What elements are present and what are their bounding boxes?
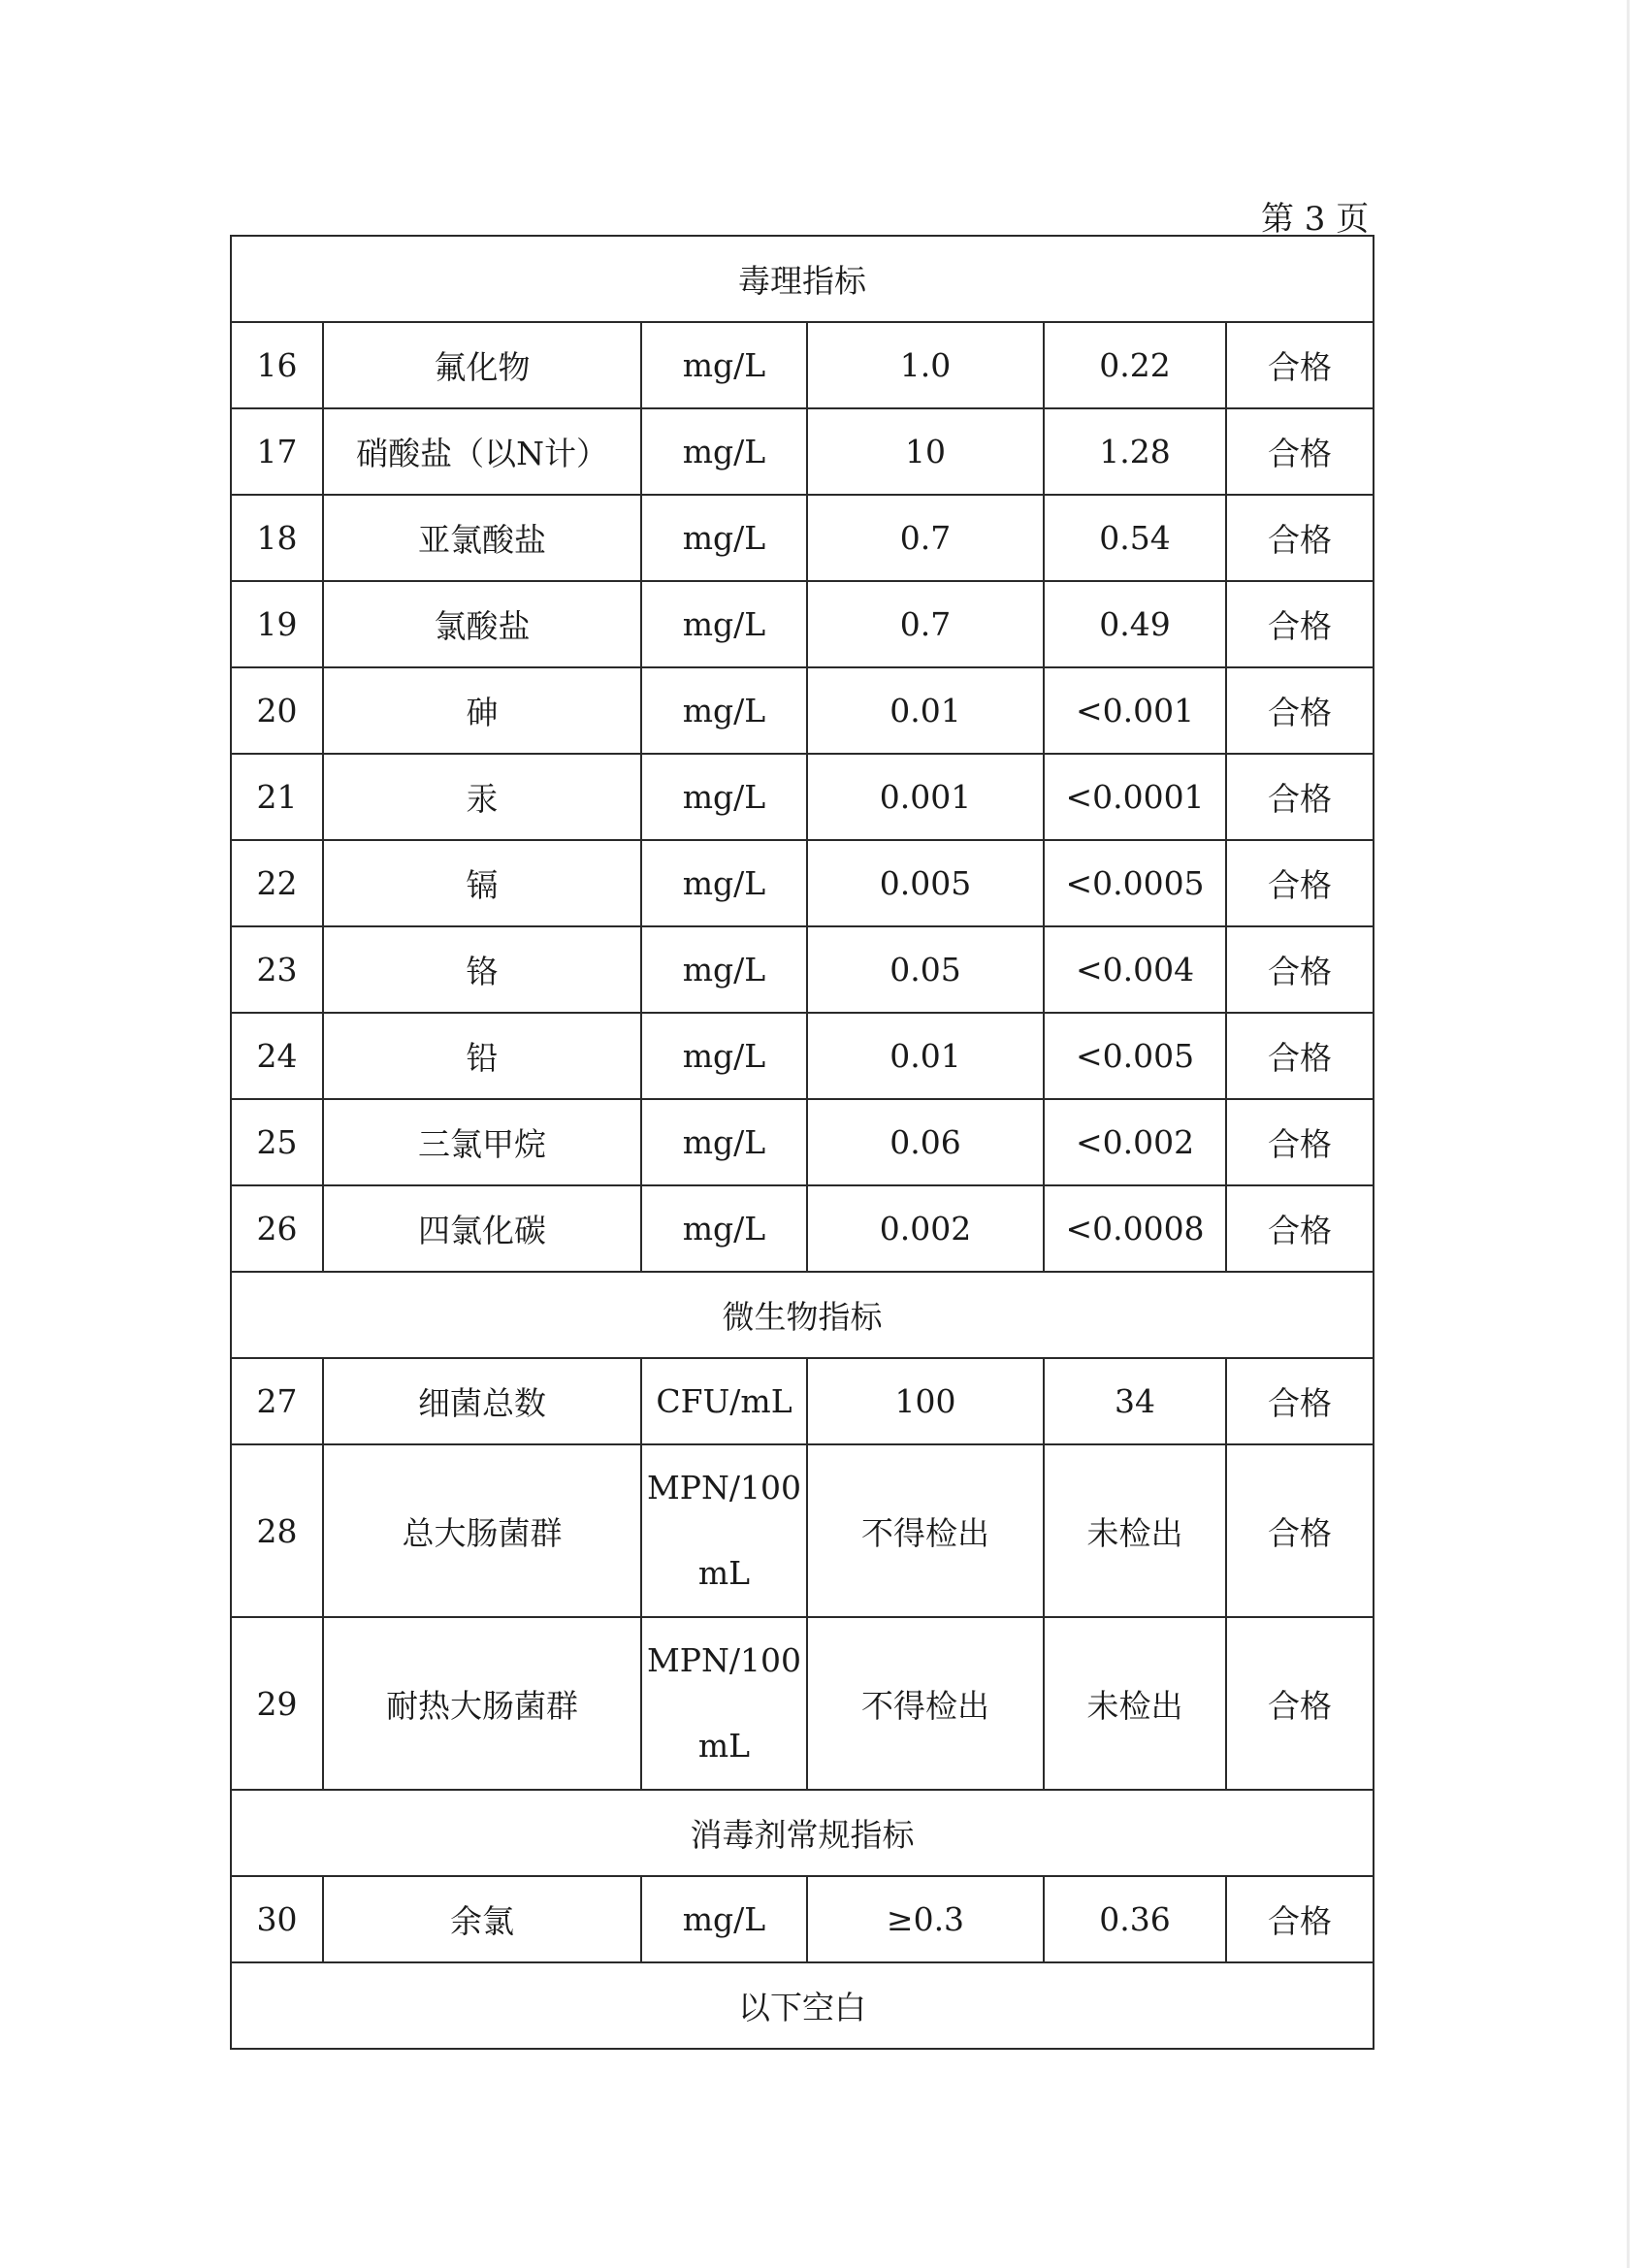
item-name: 氟化物 [323,322,641,408]
limit-value: 0.7 [807,581,1044,667]
unit: mg/L [641,322,807,408]
verdict: 合格 [1226,322,1374,408]
result-value: 1.28 [1044,408,1226,495]
result-value: 0.49 [1044,581,1226,667]
unit: mg/L [641,1099,807,1185]
unit: mg/L [641,408,807,495]
table-row [231,322,1374,408]
verdict: 合格 [1226,1876,1374,1962]
test-results-table [230,235,1374,2050]
unit: mg/L [641,754,807,840]
row-number: 22 [231,840,323,926]
table-row [231,1876,1374,1962]
unit: mg/L [641,926,807,1013]
result-value: 未检出 [1044,1444,1226,1617]
unit: mg/L [641,840,807,926]
table-row [231,754,1374,840]
row-number: 25 [231,1099,323,1185]
row-number: 18 [231,495,323,581]
result-value: <0.0001 [1044,754,1226,840]
limit-value: 0.7 [807,495,1044,581]
unit: mg/L [641,1013,807,1099]
verdict: 合格 [1226,840,1374,926]
result-value: <0.004 [1044,926,1226,1013]
item-name: 砷 [323,667,641,754]
table-row [231,667,1374,754]
verdict: 合格 [1226,754,1374,840]
row-number: 17 [231,408,323,495]
unit [641,1617,807,1790]
row-number: 23 [231,926,323,1013]
result-value: 未检出 [1044,1617,1226,1790]
unit: mg/L [641,581,807,667]
blank-below-note: 以下空白 [231,1962,1374,2049]
section-row [231,1272,1374,1358]
table-row [231,1617,1374,1790]
scan-edge [1627,0,1630,2268]
item-name: 镉 [323,840,641,926]
result-value: <0.002 [1044,1099,1226,1185]
row-number: 21 [231,754,323,840]
limit-value: 10 [807,408,1044,495]
limit-value: 0.005 [807,840,1044,926]
verdict: 合格 [1226,1099,1374,1185]
unit: mg/L [641,1185,807,1272]
unit: mg/L [641,1876,807,1962]
verdict: 合格 [1226,1617,1374,1790]
result-value: 0.36 [1044,1876,1226,1962]
section-title-disinfectant: 消毒剂常规指标 [231,1790,1374,1876]
result-value: <0.0005 [1044,840,1226,926]
limit-value: 不得检出 [807,1444,1044,1617]
section-title-microbiology: 微生物指标 [231,1272,1374,1358]
table-row [231,1185,1374,1272]
table-row [231,926,1374,1013]
table-row [231,840,1374,926]
table-row [231,1013,1374,1099]
section-title-toxicology: 毒理指标 [231,236,1374,322]
unit-line-2: mL [697,1554,751,1592]
verdict: 合格 [1226,495,1374,581]
row-number: 19 [231,581,323,667]
item-name: 三氯甲烷 [323,1099,641,1185]
item-name: 余氯 [323,1876,641,1962]
unit [641,1444,807,1617]
section-row [231,1790,1374,1876]
section-row [231,236,1374,322]
table-row [231,581,1374,667]
limit-value: 0.001 [807,754,1044,840]
limit-value: 0.002 [807,1185,1044,1272]
item-name: 铬 [323,926,641,1013]
result-value: <0.005 [1044,1013,1226,1099]
row-number: 24 [231,1013,323,1099]
table-row [231,1444,1374,1617]
unit-line-2: mL [697,1727,751,1765]
row-number: 29 [231,1617,323,1790]
item-name: 总大肠菌群 [323,1444,641,1617]
verdict: 合格 [1226,667,1374,754]
result-value: 34 [1044,1358,1226,1444]
limit-value: 0.01 [807,1013,1044,1099]
limit-value: 不得检出 [807,1617,1044,1790]
unit-line-1: MPN/100 [647,1641,801,1679]
verdict: 合格 [1226,1358,1374,1444]
unit: CFU/mL [641,1358,807,1444]
item-name: 氯酸盐 [323,581,641,667]
table-row [231,1099,1374,1185]
row-number: 28 [231,1444,323,1617]
unit: mg/L [641,667,807,754]
table-row [231,408,1374,495]
row-number: 16 [231,322,323,408]
unit: mg/L [641,495,807,581]
unit-line-1: MPN/100 [647,1469,801,1507]
result-value: 0.54 [1044,495,1226,581]
limit-value: 1.0 [807,322,1044,408]
section-row [231,1962,1374,2049]
item-name: 四氯化碳 [323,1185,641,1272]
limit-value: 0.01 [807,667,1044,754]
limit-value: 0.06 [807,1099,1044,1185]
row-number: 27 [231,1358,323,1444]
item-name: 铅 [323,1013,641,1099]
item-name: 汞 [323,754,641,840]
limit-value: 100 [807,1358,1044,1444]
row-number: 20 [231,667,323,754]
item-name: 亚氯酸盐 [323,495,641,581]
table-row [231,495,1374,581]
result-value: <0.001 [1044,667,1226,754]
table-row [231,1358,1374,1444]
verdict: 合格 [1226,1013,1374,1099]
item-name: 细菌总数 [323,1358,641,1444]
verdict: 合格 [1226,926,1374,1013]
verdict: 合格 [1226,581,1374,667]
item-name: 耐热大肠菌群 [323,1617,641,1790]
verdict: 合格 [1226,1444,1374,1617]
item-name: 硝酸盐（以N计） [323,408,641,495]
row-number: 26 [231,1185,323,1272]
page-number: 第 3 页 [1261,200,1370,239]
limit-value: ≥0.3 [807,1876,1044,1962]
verdict: 合格 [1226,408,1374,495]
limit-value: 0.05 [807,926,1044,1013]
result-value: 0.22 [1044,322,1226,408]
verdict: 合格 [1226,1185,1374,1272]
row-number: 30 [231,1876,323,1962]
result-value: <0.0008 [1044,1185,1226,1272]
